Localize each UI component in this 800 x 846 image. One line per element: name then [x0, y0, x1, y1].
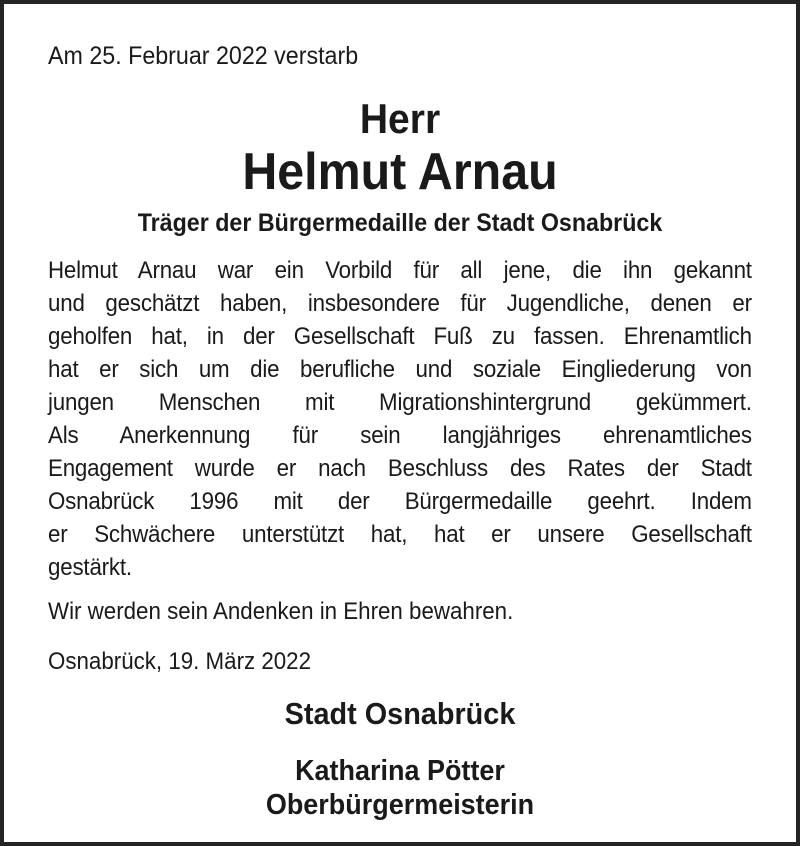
- eulogy-line: gestärkt.: [48, 554, 132, 581]
- eulogy-line: Als Anerkennung für sein langjähriges ehrenamtliches: [48, 422, 752, 449]
- eulogy-line: geholfen hat, in der Gesellschaft Fuß zu fassen. Ehrenamtlich: [48, 323, 752, 350]
- remembrance-line: Wir werden sein Andenken in Ehren bewahren.: [48, 598, 514, 625]
- intro-line: Am 25. Februar 2022 verstarb: [48, 42, 359, 70]
- salutation: Herr: [359, 95, 441, 142]
- deceased-name: Helmut Arnau: [242, 143, 558, 201]
- eulogy-line: jungen Menschen mit Migrationshintergrund gekümmert.: [48, 389, 752, 416]
- eulogy-line: hat er sich um die berufliche und soziale Eingliederung von: [48, 356, 752, 383]
- eulogy-paragraph: [48, 254, 752, 584]
- signatory-name: Katharina Pötter: [295, 755, 505, 787]
- eulogy-line: Engagement wurde er nach Beschluss des Rates der Stadt: [48, 455, 752, 482]
- eulogy-line: Helmut Arnau war ein Vorbild für all jene, die ihn gekannt: [48, 257, 752, 284]
- organization-name: Stadt Osnabrück: [284, 696, 516, 731]
- eulogy-line: er Schwächere unterstützt hat, hat er unsere Gesellschaft: [48, 521, 752, 548]
- place-date-line: Osnabrück, 19. März 2022: [48, 648, 312, 675]
- signatory-title: Oberbürgermeisterin: [265, 789, 535, 821]
- honor-line: Träger der Bürgermedaille der Stadt Osnabrück: [137, 209, 663, 237]
- eulogy-line: Osnabrück 1996 mit der Bürgermedaille geehrt. Indem: [48, 488, 752, 515]
- eulogy-line: und geschätzt haben, insbesondere für Jugendliche, denen er: [48, 290, 752, 317]
